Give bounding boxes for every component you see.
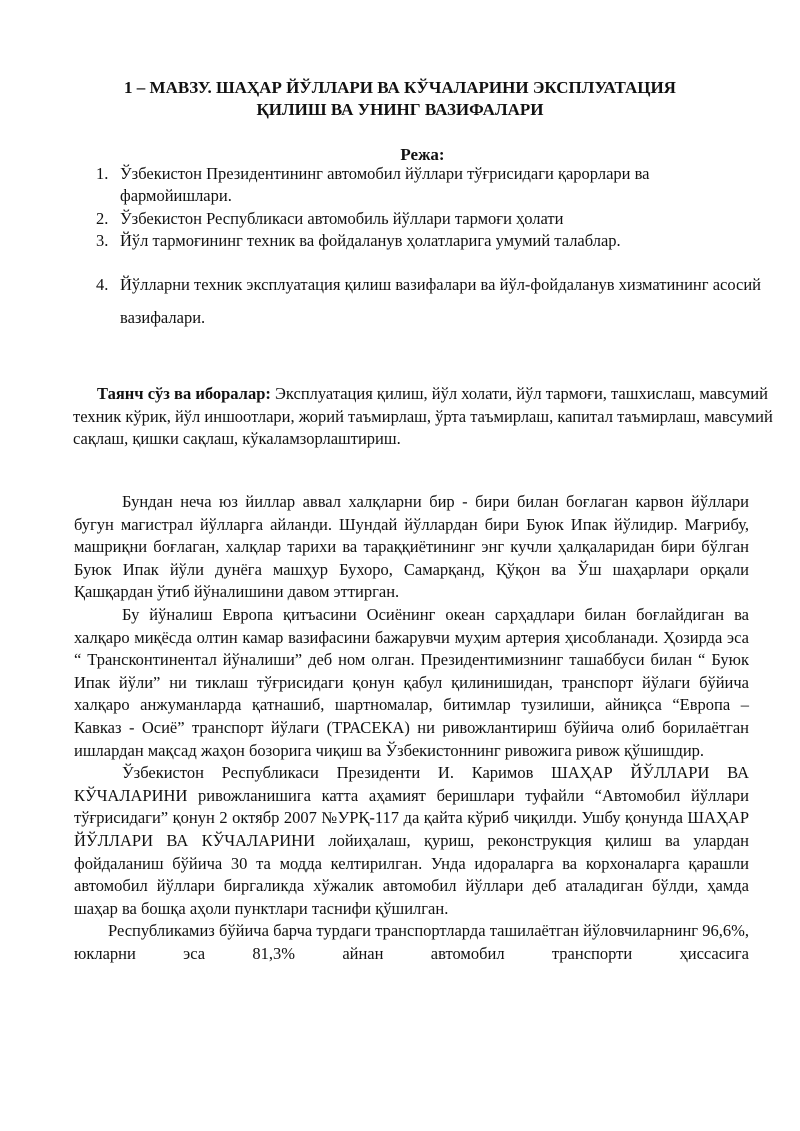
plan-item-number: 4. bbox=[96, 275, 109, 294]
plan-item-number: 3. bbox=[96, 231, 109, 250]
body-paragraph: Республикамиз бўйича барча турдаги транспортларда ташилаётган йўловчиларнинг 96,6%, юкларни эса 81,3% айнан автомобил транспорти ҳиссасига bbox=[74, 921, 749, 963]
keywords-text: Эксплуатация қилиш, йўл холати, йўл тармоғи, ташхислаш, мавсумий техник кўрик, йўл иншоотлари, жорий таъмирлаш, ўрта таъмирлаш, капитал таъмирлаш, мавсумий сақлаш, қишки сақлаш, кўкаламзорлаштириш. bbox=[73, 384, 773, 448]
plan-item-number: 2. bbox=[96, 209, 109, 228]
body-paragraph: Ўзбекистон Республикаси Президенти И. Каримов ШАҲАР ЙЎЛЛАРИ ВА КЎЧАЛАРИНИ ривожланишига катта аҳамият беришлари туфайли “Автомобил йўллари тўғрисидаги” қонун 2 октябр 2007 №УРҚ-117 да қайта кўриб чиқилди. Ушбу қонунда ШАҲАР ЙЎЛЛАРИ ВА КЎЧАЛАРИНИ лойиҳалаш, қуриш, реконструкция қилиш ва улардан фойдаланиш бўйича 30 та модда келтирилган. Унда идораларга ва корхоналарга қарашли автомобил йўллари биргаликда хўжалик автомобил йўллари деб аталадиган бўлди, ҳамда шаҳар ва бошқа аҳоли пунктлари таснифи қўшилган. bbox=[74, 763, 749, 918]
keywords-label: Таянч сўз ва иборалар: bbox=[97, 384, 271, 403]
plan-item-number: 1. bbox=[96, 164, 109, 183]
plan-item-text: Йўл тармоғининг техник ва фойдаланув ҳолатларига умумий талаблар. bbox=[120, 231, 621, 250]
plan-item-text: Йўлларни техник эксплуатация қилиш вазифалари ва йўл-фойдаланув хизматининг асосий вазифалари. bbox=[120, 275, 761, 327]
plan-item bbox=[96, 268, 761, 334]
plan-item bbox=[96, 163, 761, 207]
keywords-block bbox=[73, 383, 773, 451]
body-paragraph: Бундан неча юз йиллар аввал халқларни бир - бири билан боғлаган карвон йўллари бугун магистрал йўлларга айланди. Шундай йўллардан бири Буюк Ипак йўлидир. Мағрибу, машриқни боғлаган, халқлар тарихи ва тараққиётининг энг кучли ҳалқаларидан бири бўлган Буюк Ипак йўли дунёга машҳур Бухоро, Самарқанд, Қўқон ва Ўш шаҳарлари орқали Қашқардан ўтиб йўналишини давом эттирган. bbox=[74, 492, 749, 602]
plan-item bbox=[96, 230, 761, 252]
plan-item-text: Ўзбекистон Президентининг автомобил йўллари тўғрисидаги қарорлари ва фармойишлари. bbox=[120, 164, 650, 205]
plan-item bbox=[96, 208, 761, 230]
document-title-line-2: ҚИЛИШ ВА УНИНГ ВАЗИФАЛАРИ bbox=[256, 100, 544, 119]
document-title-line-1: 1 – МАВЗУ. ШАҲАР ЙЎЛЛАРИ ВА КЎЧАЛАРИНИ ЭКСПЛУАТАЦИЯ bbox=[124, 78, 676, 97]
body-paragraph: Бу йўналиш Европа қитъасини Осиёнинг океан сарҳадлари билан боғлайдиган ва халқаро миқёсда олтин камар вазифасини бажарувчи муҳим артерия ҳисобланади. Ҳозирда эса “ Трансконтинентал йўналиши” деб ном олган. Президентимизнинг ташаббуси билан “ Буюк Ипак йўли” ни тиклаш тўғрисидаги қонун қабул қилинишидан, транспорт йўлаги бўйича халқаро анжуманларда қатнашиб, шартномалар, битимлар тузилиши, айниқса “Европа – Кавказ - Осиё” транспорт йўлаги (ТРАСЕКА) ни ривожлантириш бўйича олиб борилаётган ишлардан мақсад жаҳон бозорига чиқиш ва Ўзбекистоннинг ривожига ривож қўшишдир. bbox=[74, 604, 749, 760]
body-text bbox=[74, 491, 749, 965]
plan-item-text: Ўзбекистон Республикаси автомобиль йўллари тармоғи ҳолати bbox=[120, 209, 564, 228]
plan-heading: Режа: bbox=[400, 145, 445, 164]
